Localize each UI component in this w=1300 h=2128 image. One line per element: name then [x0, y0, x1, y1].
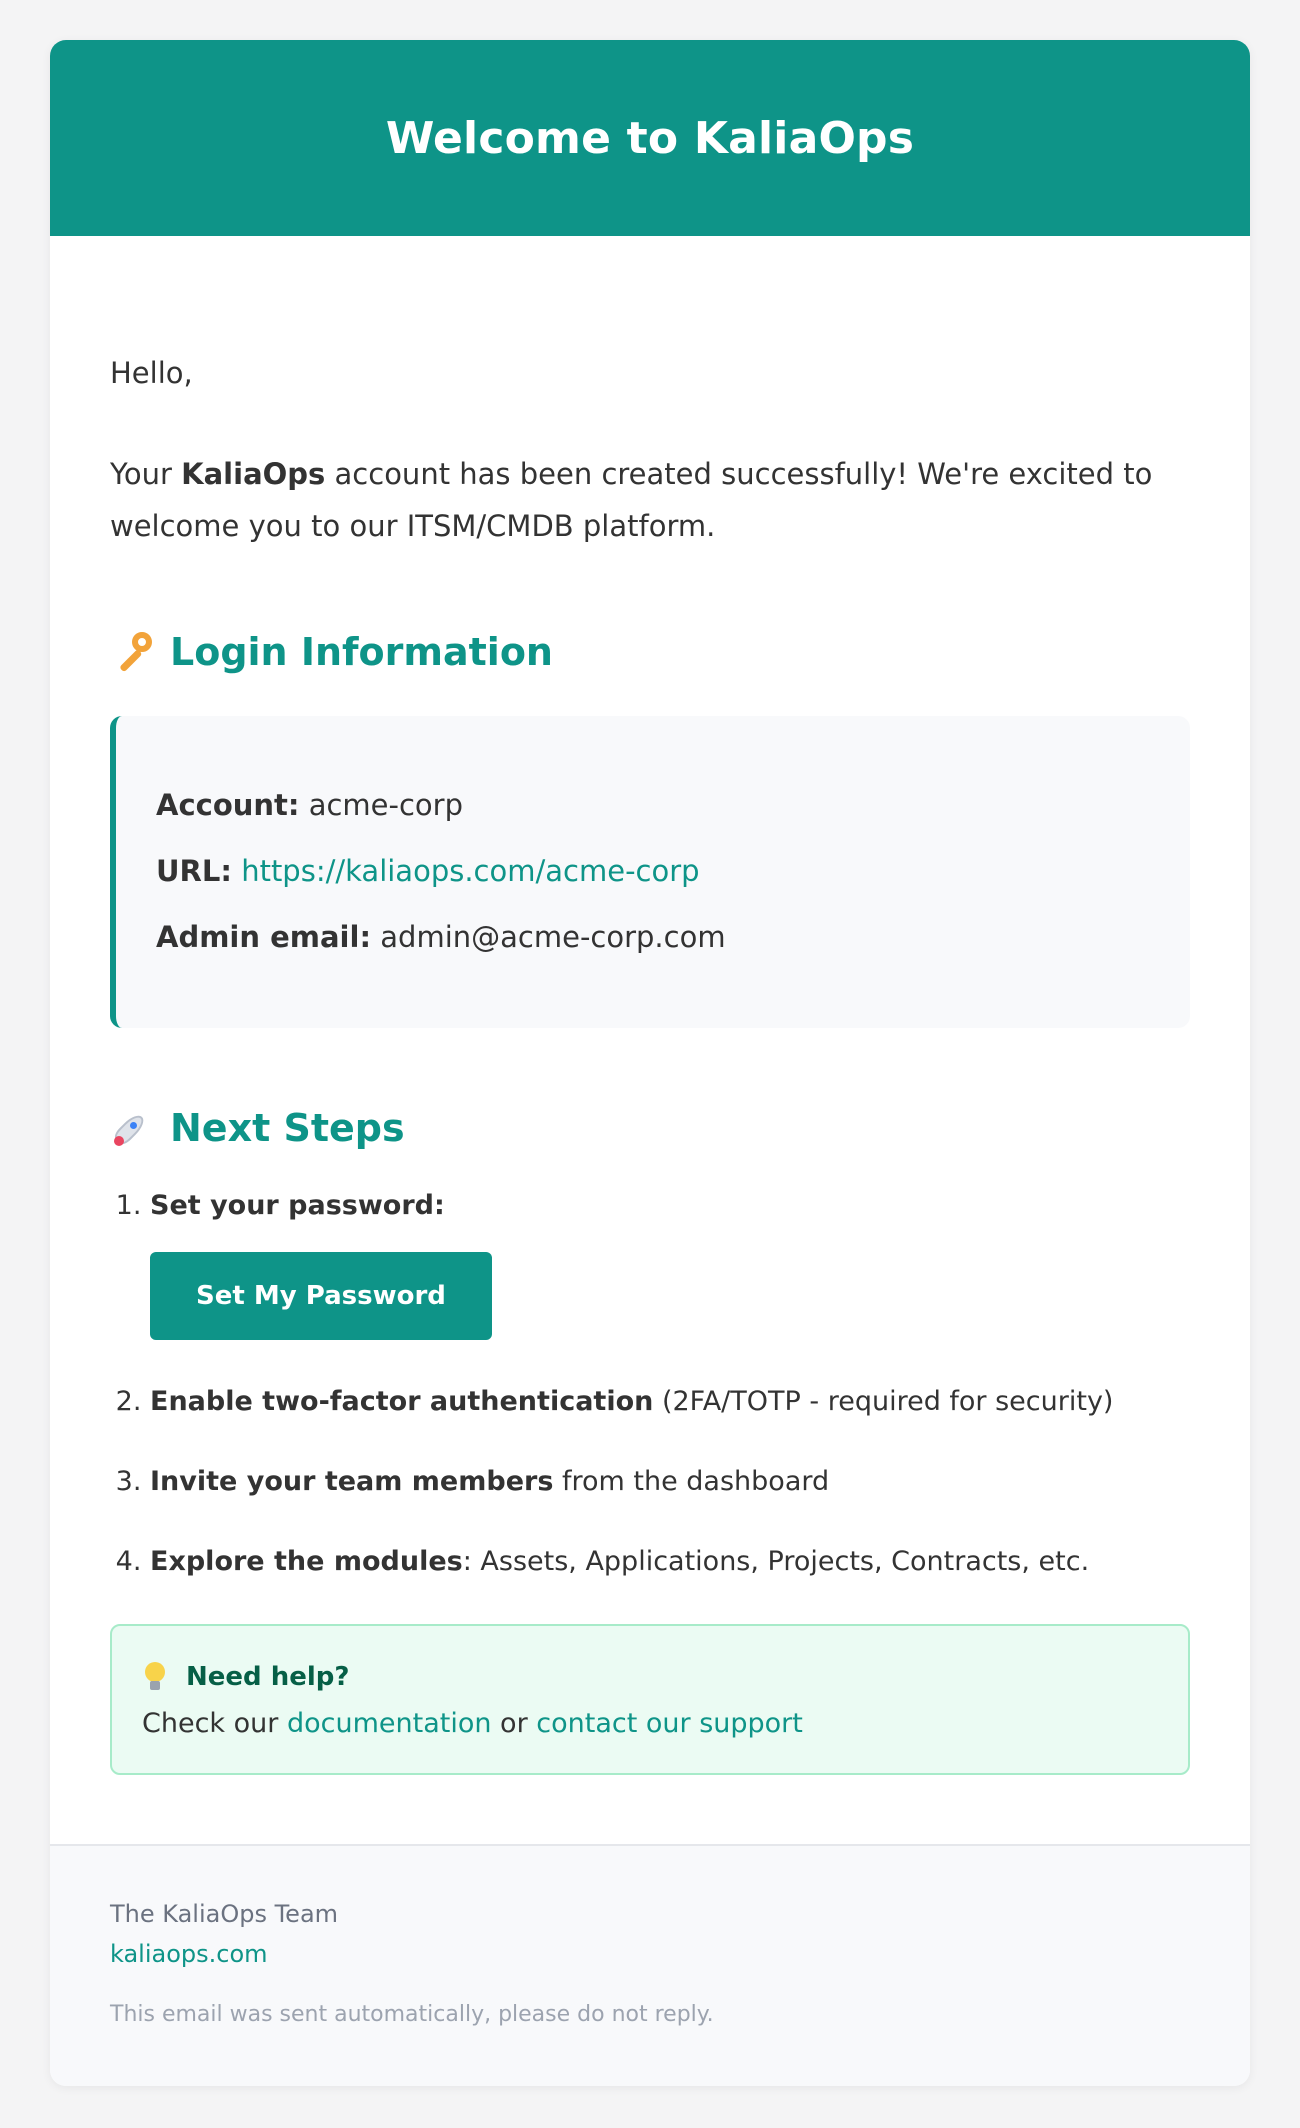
- step-bold: Enable two-factor authentication: [150, 1386, 654, 1417]
- account-label: Account:: [156, 788, 300, 822]
- next-steps-title: [110, 1106, 1190, 1150]
- help-title: [142, 1662, 1158, 1692]
- rocket-icon: [110, 1106, 154, 1150]
- email-footer: [50, 1844, 1250, 2086]
- documentation-link[interactable]: documentation: [286, 1708, 492, 1739]
- step-bold: Invite your team members: [150, 1466, 554, 1497]
- help-prefix: Check our: [142, 1708, 287, 1739]
- step-item: [150, 1384, 1190, 1420]
- email-card: [50, 40, 1250, 2086]
- next-steps-title-text: Next Steps: [170, 1106, 405, 1150]
- footer-site-link[interactable]: kaliaops.com: [110, 1940, 268, 1968]
- intro-prefix: Your: [110, 457, 182, 491]
- step-text: from the dashboard: [553, 1466, 830, 1497]
- step-item: [150, 1544, 1190, 1580]
- lightbulb-icon: [142, 1662, 168, 1692]
- step-text: (2FA/TOTP - required for security): [653, 1386, 1114, 1417]
- url-row: [156, 838, 1150, 904]
- step-text: : Assets, Applications, Projects, Contracts, etc.: [462, 1546, 1090, 1577]
- intro-brand: KaliaOps: [181, 457, 326, 491]
- greeting: Hello,: [110, 356, 193, 390]
- set-password-button[interactable]: Set My Password: [150, 1252, 492, 1340]
- admin-email-row: [156, 904, 1150, 970]
- email-title: Welcome to KaliaOps: [385, 112, 915, 164]
- help-middle: or: [491, 1708, 537, 1739]
- support-link[interactable]: contact our support: [536, 1708, 803, 1739]
- admin-email-value: admin@acme-corp.com: [380, 920, 726, 954]
- account-row: [156, 772, 1150, 838]
- help-text: [142, 1708, 1158, 1739]
- steps-list: [110, 1188, 1190, 1580]
- email-body: [50, 236, 1250, 1775]
- step-bold: Explore the modules: [150, 1546, 463, 1577]
- login-title-text: Login Information: [170, 630, 553, 674]
- footer-note: This email was sent automatically, please do not reply.: [110, 2002, 714, 2027]
- footer-team: The KaliaOps Team: [110, 1900, 339, 1928]
- intro-suffix: account has been created successfully! We're excited to welcome you to our ITSM/CMDB platform.: [110, 457, 1153, 543]
- intro-paragraph: [110, 448, 1190, 552]
- login-section-title: [110, 630, 1190, 674]
- key-icon: [110, 630, 154, 674]
- account-url-link[interactable]: https://kaliaops.com/acme-corp: [241, 854, 700, 888]
- step-item: [150, 1188, 1190, 1340]
- step-item: [150, 1464, 1190, 1500]
- help-box: [110, 1624, 1190, 1775]
- step-bold: Set your password:: [150, 1190, 445, 1221]
- url-label: URL:: [156, 854, 232, 888]
- admin-email-label: Admin email:: [156, 920, 372, 954]
- login-info-box: [110, 716, 1190, 1028]
- help-title-text: Need help?: [186, 1662, 350, 1692]
- email-header: [50, 40, 1250, 236]
- account-value: acme-corp: [308, 788, 464, 822]
